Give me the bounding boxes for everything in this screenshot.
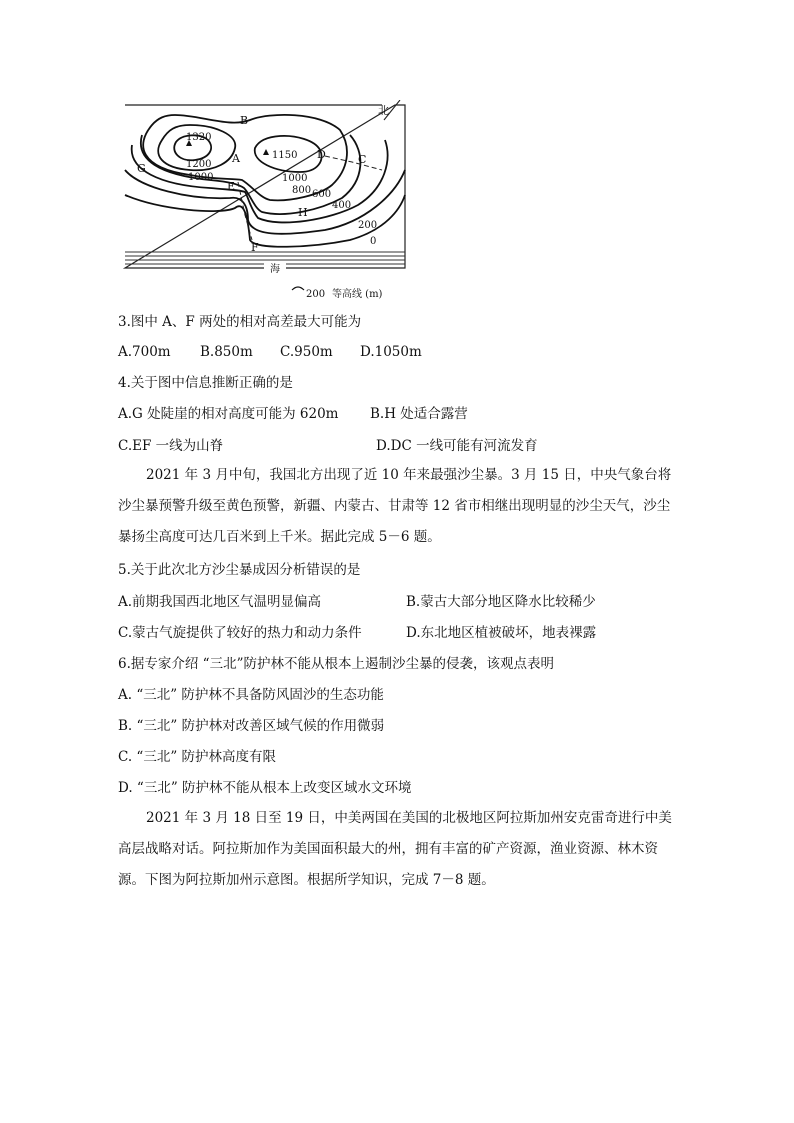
contour-label-400: 400: [332, 200, 352, 211]
peak-1150-label: 1150: [272, 150, 298, 161]
q6-option-b: B. “三北” 防护林对改善区域气候的作用微弱: [118, 718, 385, 734]
q6-option-c: C. “三北” 防护林高度有限: [118, 749, 277, 765]
contour-label-1000-west: 1000: [188, 172, 214, 183]
q4-stem: 4.关于图中信息推断正确的是: [118, 375, 293, 391]
dashed-line-dc: [325, 156, 382, 170]
q3-option-c: C.950m: [280, 344, 333, 360]
point-f: F: [251, 241, 259, 254]
point-d: D: [317, 148, 326, 161]
q3-option-d: D.1050m: [360, 344, 422, 360]
q6-stem: 6.据专家介绍 “三北”防护林不能从根本上遏制沙尘暴的侵袭，该观点表明: [118, 656, 554, 672]
q3-stem: 3.图中 A、F 两处的相对高差最大可能为: [118, 314, 362, 330]
q4-option-d: D.DC 一线可能有河流发育: [376, 438, 538, 454]
contour-label-0: 0: [370, 236, 377, 247]
q5-stem: 5.关于此次北方沙尘暴成因分析错误的是: [118, 562, 361, 578]
q5-option-a: A.前期我国西北地区气温明显偏高: [118, 594, 322, 610]
point-a: A: [232, 152, 240, 165]
q5-option-c: C.蒙古气旋提供了较好的热力和动力条件: [118, 625, 362, 641]
legend-line-icon: [292, 287, 304, 290]
contour-label-1200: 1200: [186, 159, 212, 170]
q4-option-c: C.EF 一线为山脊: [118, 438, 224, 454]
contour-label-200: 200: [358, 220, 378, 231]
contour-label-600: 600: [312, 189, 332, 200]
q6-option-d: D. “三北” 防护林不能从根本上改变区域水文环境: [118, 780, 412, 796]
contour-label-800: 800: [292, 185, 312, 196]
contour-label-1000-east: 1000: [282, 173, 308, 184]
q3-option-a: A.700m: [118, 344, 171, 360]
q3-option-b: B.850m: [200, 344, 253, 360]
legend-value: 200: [306, 289, 326, 300]
peak-1320-label: 1320: [186, 132, 212, 143]
peak-1150-icon: [263, 149, 269, 155]
north-label: 北: [378, 104, 389, 117]
point-e: E: [227, 180, 236, 193]
sea-label: 海: [270, 264, 280, 275]
q5-option-b: B.蒙古大部分地区降水比较稀少: [406, 594, 596, 610]
point-c: C: [358, 153, 367, 166]
q4-option-a: A.G 处陡崖的相对高度可能为 620m: [118, 406, 339, 422]
point-g: G: [137, 162, 146, 175]
map-frame: [125, 105, 405, 268]
passage-alaska: 2021 年 3 月 18 日至 19 日，中美两国在美国的北极地区阿拉斯加州安克雷奇进行中美高层战略对话。阿拉斯加作为美国面积最大的州，拥有丰富的矿产资源，渔业资源、林木资源。下图为阿拉斯加州示意图。根据所学知识，完成 7－8 题。: [118, 810, 672, 888]
q5-option-d: D.东北地区植被破坏，地表裸露: [406, 625, 597, 641]
point-b: B: [240, 114, 249, 127]
point-h: H: [298, 206, 308, 219]
legend-text: 等高线 (m): [332, 289, 383, 300]
q4-option-b: B.H 处适合露营: [370, 406, 468, 422]
q6-option-a: A. “三北” 防护林不具备防风固沙的生态功能: [118, 687, 384, 703]
contour-map: [120, 100, 410, 305]
passage-sandstorm: 2021 年 3 月中旬，我国北方出现了近 10 年来最强沙尘暴。3 月 15 日，中央气象台将沙尘暴预警升级至黄色预警，新疆、内蒙古、甘肃等 12 省市相继出现明显的沙尘天气，沙尘暴扬尘高度可达几百米到上千米。据此完成 5－6 题。: [118, 467, 672, 545]
